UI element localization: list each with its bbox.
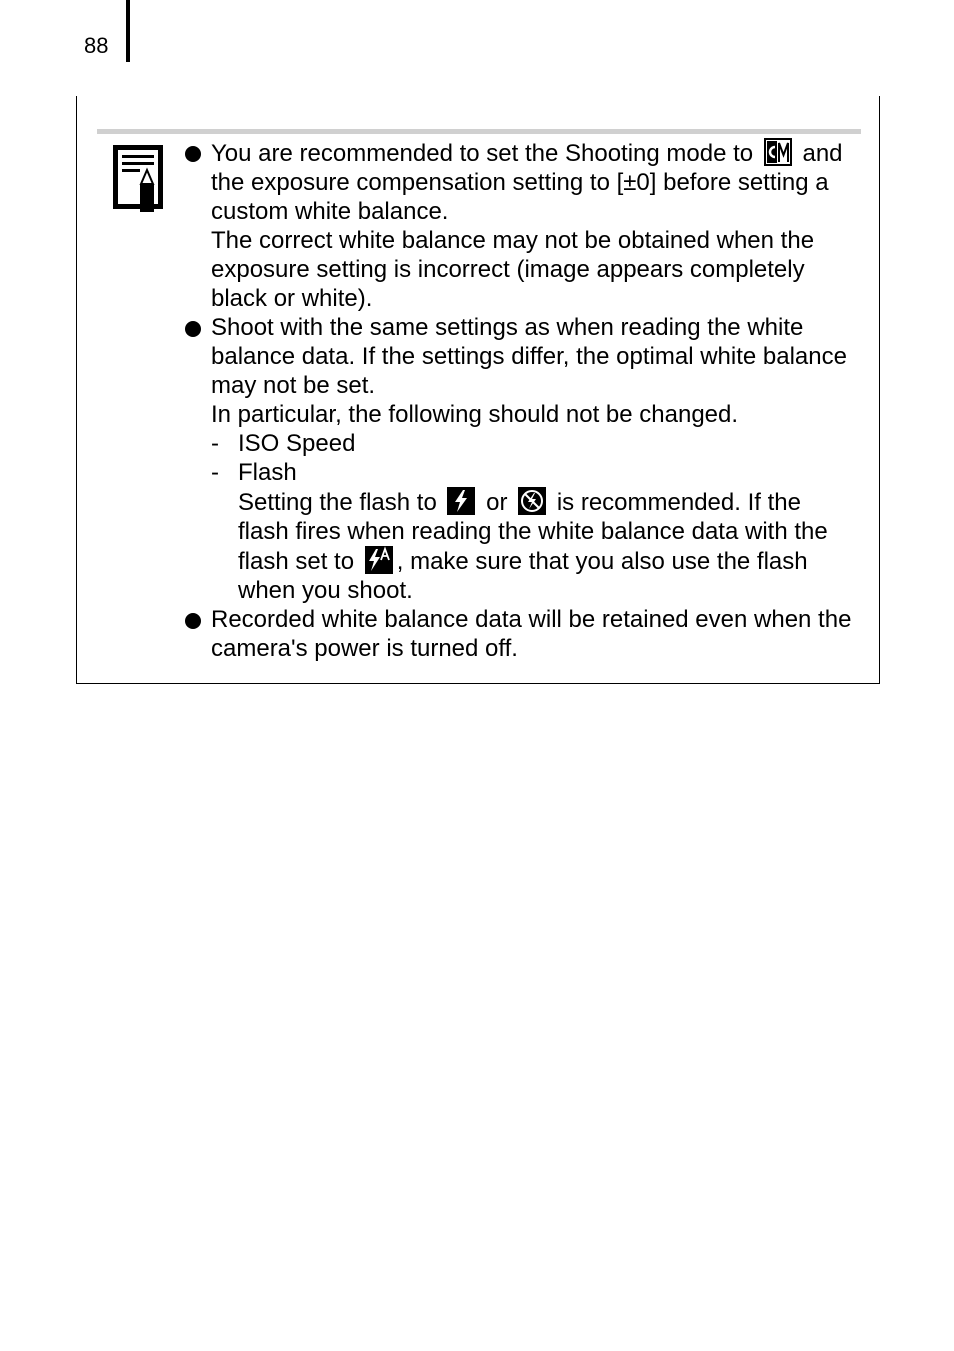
note-content [185, 138, 857, 663]
text: , make sure that you also use the flash when you shoot. [238, 548, 808, 604]
page-number: 88 [84, 33, 109, 58]
paragraph: In particular, the following should not be changed. [211, 401, 739, 428]
paragraph: Recorded white balance data will be retained even when the camera's power is turned off. [211, 606, 852, 662]
dash: - [211, 459, 219, 486]
flash-auto-icon [365, 546, 393, 574]
flash-off-icon [518, 487, 546, 515]
sub-list-item [211, 458, 857, 605]
bullet [185, 321, 201, 337]
list-item [185, 605, 857, 663]
list-item [185, 138, 857, 313]
text: You are recommended to set the Shooting mode to [211, 140, 754, 167]
sub-item-label: ISO Speed [238, 430, 356, 457]
page-edge-rule [126, 0, 130, 62]
sub-item-label: Flash [238, 459, 297, 486]
dash: - [211, 430, 219, 457]
sub-list-item [211, 429, 857, 458]
paragraph [238, 487, 857, 605]
bullet [185, 146, 201, 162]
text: is recommended. If the flash fires when reading the white balance data with the flash set to [238, 489, 828, 575]
note-box [76, 96, 880, 684]
manual-mode-icon [764, 138, 792, 166]
note-header-bar [97, 129, 861, 134]
paragraph: Shoot with the same settings as when reading the white balance data. If the settings differ, the optimal white balance may not be set. [211, 314, 847, 399]
flash-on-icon [447, 487, 475, 515]
text: or [486, 489, 508, 516]
paragraph [211, 138, 857, 226]
list-item [185, 313, 857, 605]
text: Setting the flash to [238, 489, 437, 516]
bullet [185, 613, 201, 629]
paragraph: The correct white balance may not be obtained when the exposure setting is incorrect (image appears completely black or white). [211, 227, 815, 312]
text: and the exposure compensation setting to [±0] before setting a custom white balance. [211, 140, 843, 225]
memo-pencil-icon [112, 144, 166, 214]
